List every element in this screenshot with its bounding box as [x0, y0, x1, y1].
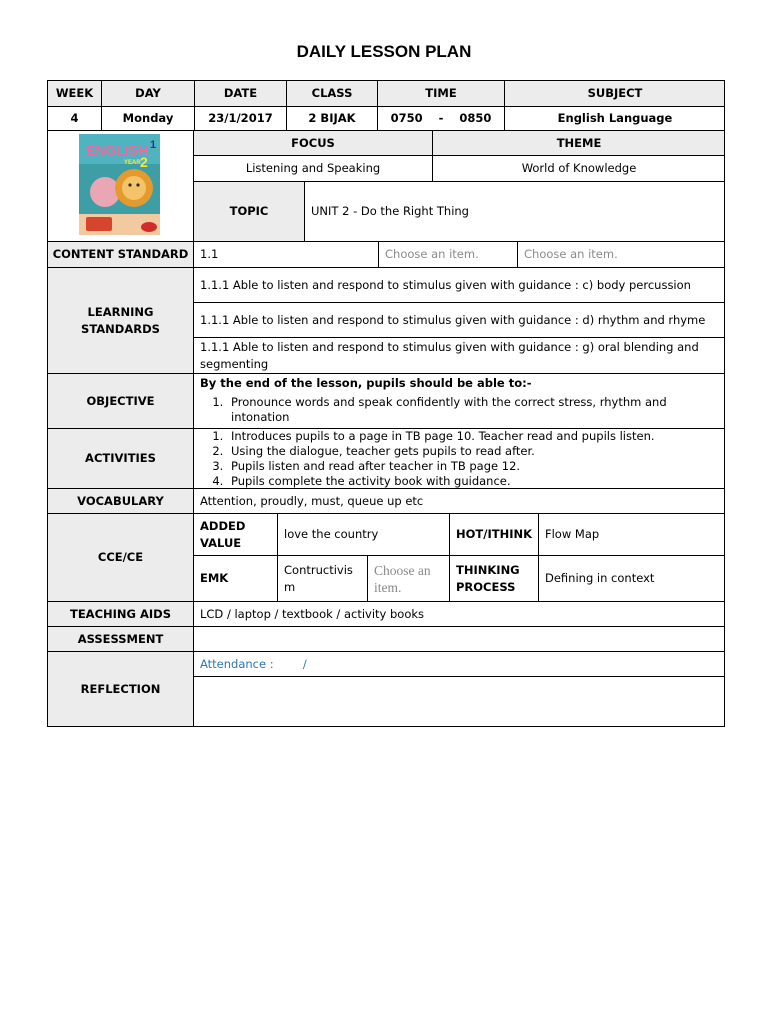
added-value-label-line1: ADDED	[200, 518, 246, 533]
date-header: DATE	[194, 80, 286, 106]
learning-standard-3[interactable]: 1.1.1 Able to listen and respond to stimulus given with guidance : g) oral blending and segmenting	[193, 337, 725, 373]
cover-year-label: YEAR	[124, 160, 141, 166]
reflection-label: REFLECTION	[47, 651, 193, 727]
emk-choice-line2: item.	[374, 579, 402, 595]
objective-item: 1. Pronounce words and speak confidently with the correct stress, rhythm and intonation	[227, 395, 719, 425]
cover-number-text: 1	[150, 139, 157, 151]
content-standard-choice-1[interactable]: Choose an item.	[378, 241, 517, 267]
subject-header: SUBJECT	[504, 80, 725, 106]
focus-value[interactable]: Listening and Speaking	[193, 155, 432, 181]
objective-intro: By the end of the lesson, pupils should be able to:-	[200, 376, 532, 390]
thinking-process-label-line2: PROCESS	[456, 579, 516, 594]
emk-choice[interactable]	[367, 555, 449, 601]
week-header: WEEK	[47, 80, 101, 106]
lesson-plan-table	[47, 80, 725, 727]
activities-content[interactable]	[193, 428, 725, 488]
hot-ithink-value[interactable]: Flow Map	[538, 513, 725, 555]
learning-standards-label-line1: LEARNING	[87, 304, 154, 319]
emk-value[interactable]	[277, 555, 367, 601]
activities-list	[194, 429, 655, 488]
objective-list	[200, 395, 719, 425]
week-value[interactable]: 4	[47, 106, 101, 130]
emk-value-line2: m	[284, 579, 296, 594]
time-value[interactable]: 0750 - 0850	[377, 106, 504, 130]
content-standard-value[interactable]: 1.1	[193, 241, 378, 267]
subject-value[interactable]: English Language	[504, 106, 725, 130]
activity-item: 2. Using the dialogue, teacher gets pupils to read after.	[227, 444, 655, 459]
assessment-value[interactable]	[193, 626, 725, 651]
page-title: DAILY LESSON PLAN	[296, 42, 472, 61]
assessment-label: ASSESSMENT	[47, 626, 193, 651]
objective-label: OBJECTIVE	[47, 373, 193, 428]
added-value-label-line2: VALUE	[200, 535, 242, 550]
day-header: DAY	[101, 80, 194, 106]
topic-value[interactable]: UNIT 2 - Do the Right Thing	[304, 181, 725, 241]
vocabulary-label: VOCABULARY	[47, 488, 193, 513]
content-standard-choice-2[interactable]: Choose an item.	[517, 241, 725, 267]
added-value-value[interactable]: love the country	[277, 513, 449, 555]
hot-ithink-label: HOT/ITHINK	[449, 513, 538, 555]
learning-standard-1[interactable]: 1.1.1 Able to listen and respond to stimulus given with guidance : c) body percussion	[193, 267, 725, 302]
thinking-process-label	[449, 555, 538, 601]
focus-header: FOCUS	[193, 130, 432, 155]
content-standard-label: CONTENT STANDARD	[47, 241, 193, 267]
date-value[interactable]: 23/1/2017	[194, 106, 286, 130]
activity-item: 3. Pupils listen and read after teacher in TB page 12.	[227, 459, 655, 474]
objective-content[interactable]	[193, 373, 725, 428]
vocabulary-value[interactable]: Attention, proudly, must, queue up etc	[193, 488, 725, 513]
learning-standard-2[interactable]: 1.1.1 Able to listen and respond to stimulus given with guidance : d) rhythm and rhyme	[193, 302, 725, 337]
topic-label: TOPIC	[193, 181, 304, 241]
learning-standards-label-line2: STANDARDS	[81, 321, 160, 336]
thinking-process-label-line1: THINKING	[456, 562, 520, 577]
emk-choice-line1: Choose an	[374, 562, 431, 578]
activity-item: 4. Pupils complete the activity book with guidance.	[227, 474, 655, 488]
class-value[interactable]: 2 BIJAK	[286, 106, 377, 130]
theme-value[interactable]: World of Knowledge	[432, 155, 725, 181]
added-value-label	[193, 513, 277, 555]
emk-label: EMK	[193, 555, 277, 601]
activities-label: ACTIVITIES	[47, 428, 193, 488]
learning-standards-label	[47, 267, 193, 373]
teaching-aids-label: TEACHING AIDS	[47, 601, 193, 626]
thinking-process-value[interactable]: Defining in context	[538, 555, 725, 601]
activity-item: 1. Introduces pupils to a page in TB page 10. Teacher read and pupils listen.	[227, 429, 655, 444]
cce-label: CCE/CE	[47, 513, 193, 601]
reflection-notes[interactable]	[193, 676, 725, 727]
cover-brand-text: ENGLISH	[86, 142, 149, 158]
theme-header: THEME	[432, 130, 725, 155]
emk-value-line1: Contructivis	[284, 562, 353, 577]
textbook-cover-image	[79, 134, 160, 235]
cover-year-number: 2	[140, 154, 148, 170]
day-value[interactable]: Monday	[101, 106, 194, 130]
class-header: CLASS	[286, 80, 377, 106]
teaching-aids-value[interactable]: LCD / laptop / textbook / activity books	[193, 601, 725, 626]
time-header: TIME	[377, 80, 504, 106]
attendance-field[interactable]: Attendance : /	[193, 651, 725, 676]
